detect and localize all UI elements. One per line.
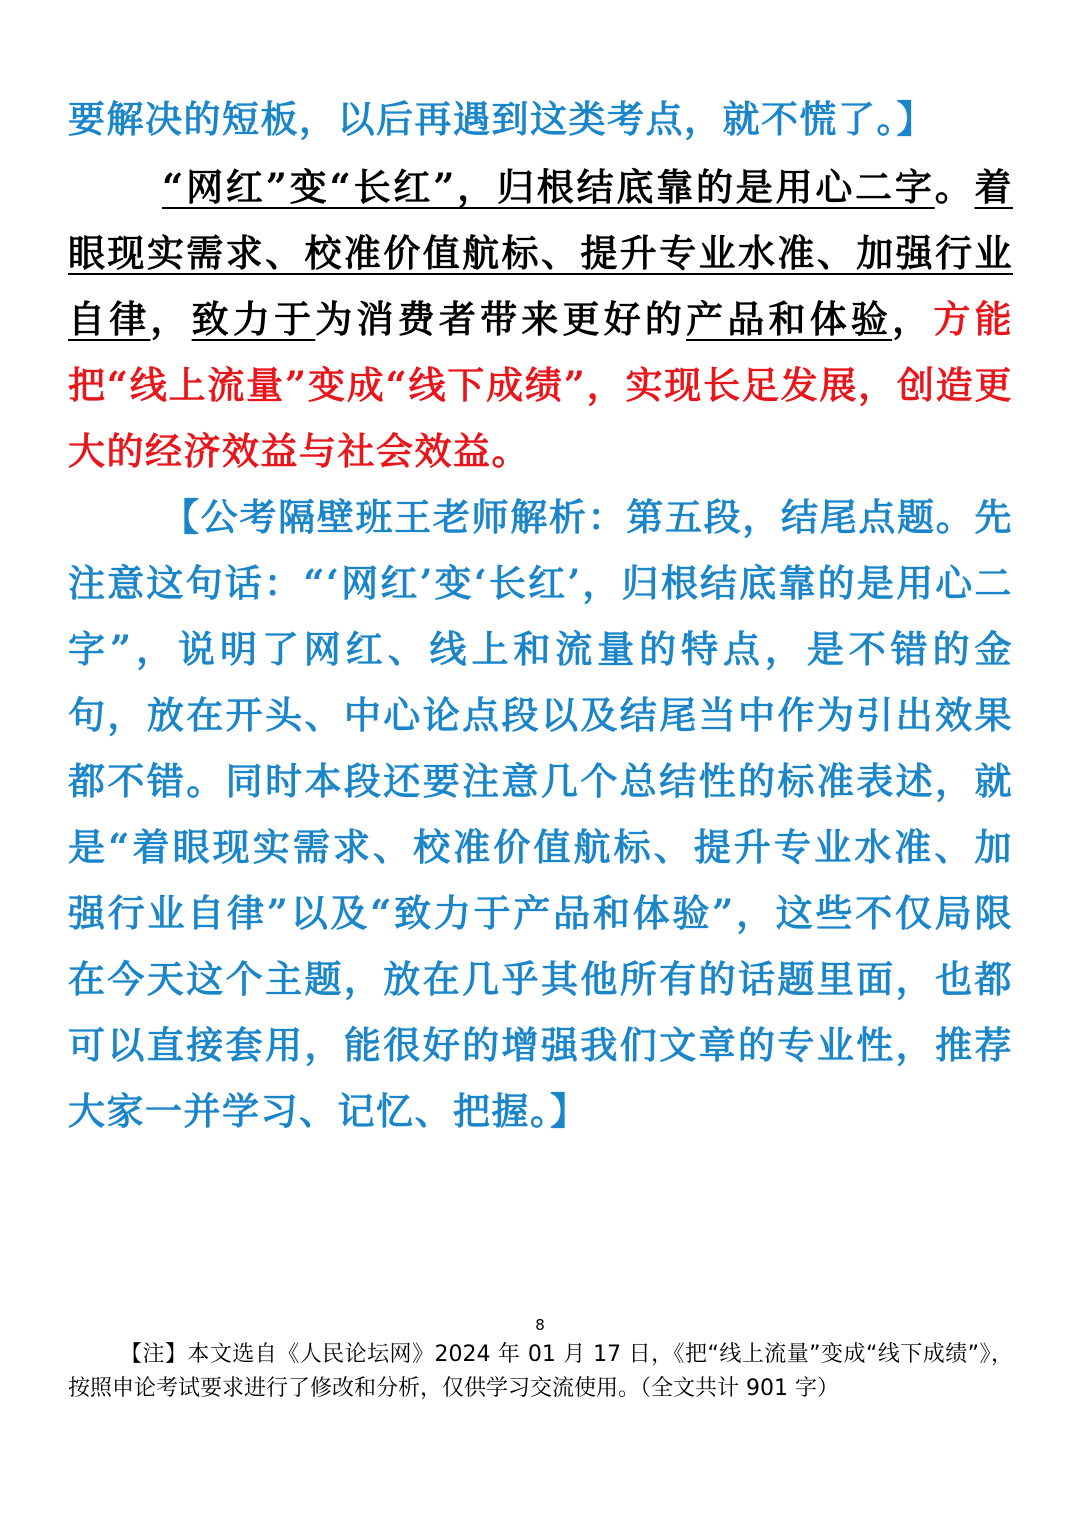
main-paragraph-text: 为消费者带来更好的 bbox=[315, 297, 687, 341]
main-paragraph bbox=[68, 154, 1013, 484]
teacher-analysis-paragraph: 【公考隔壁班王老师解析：第五段，结尾点题。先注意这句话：“‘网红’变‘长红’，归根结底靠的是用心二字”，说明了网红、线上和流量的特点，是不错的金句，放在开头、中心论点段以及结尾当中作为引出效果都不错。同时本段还要注意几个总结性的标准表述，就是“着眼现实需求、校准价值航标、提升专业水准、加强行业自律”以及“致力于产品和体验”，这些不仅局限在今天这个主题，放在几乎其他所有的话题里面，也都可以直接套用，能很好的增强我们文章的专业性，推荐大家一并学习、记忆、把握。】 bbox=[68, 495, 1013, 1133]
underlined-verb-phrase: 致力于 bbox=[191, 297, 316, 341]
red-highlight-conclusion: 方能把“线上流量”变成“线下成绩”，实现长足发展，创造更大的经济效益与社会效益。 bbox=[68, 297, 1014, 473]
main-paragraph-text: ， bbox=[150, 297, 192, 341]
page-number: 8 bbox=[535, 1316, 545, 1334]
underlined-key-phrases: 着眼现实需求、校准价值航标、提升专业水准、加强行业自律 bbox=[68, 165, 1013, 341]
source-note: 【注】本文选自《人民论坛网》2024 年 01 月 17 日，《把“线上流量”变成“线下成绩”》，按照申论考试要求进行了修改和分析，仅供学习交流使用。（全文共计 901 字） bbox=[68, 1342, 1013, 1401]
main-paragraph-text: ， bbox=[892, 297, 934, 341]
underlined-topic-sentence: “网红”变“长红”，归根结底靠的是用心二字 bbox=[162, 165, 935, 209]
intro-analysis-ending: 要解决的短板，以后再遇到这类考点，就不慌了。】 bbox=[68, 97, 935, 141]
underlined-object-phrase: 产品和体验 bbox=[686, 297, 893, 341]
main-paragraph-text: 。 bbox=[934, 165, 975, 209]
